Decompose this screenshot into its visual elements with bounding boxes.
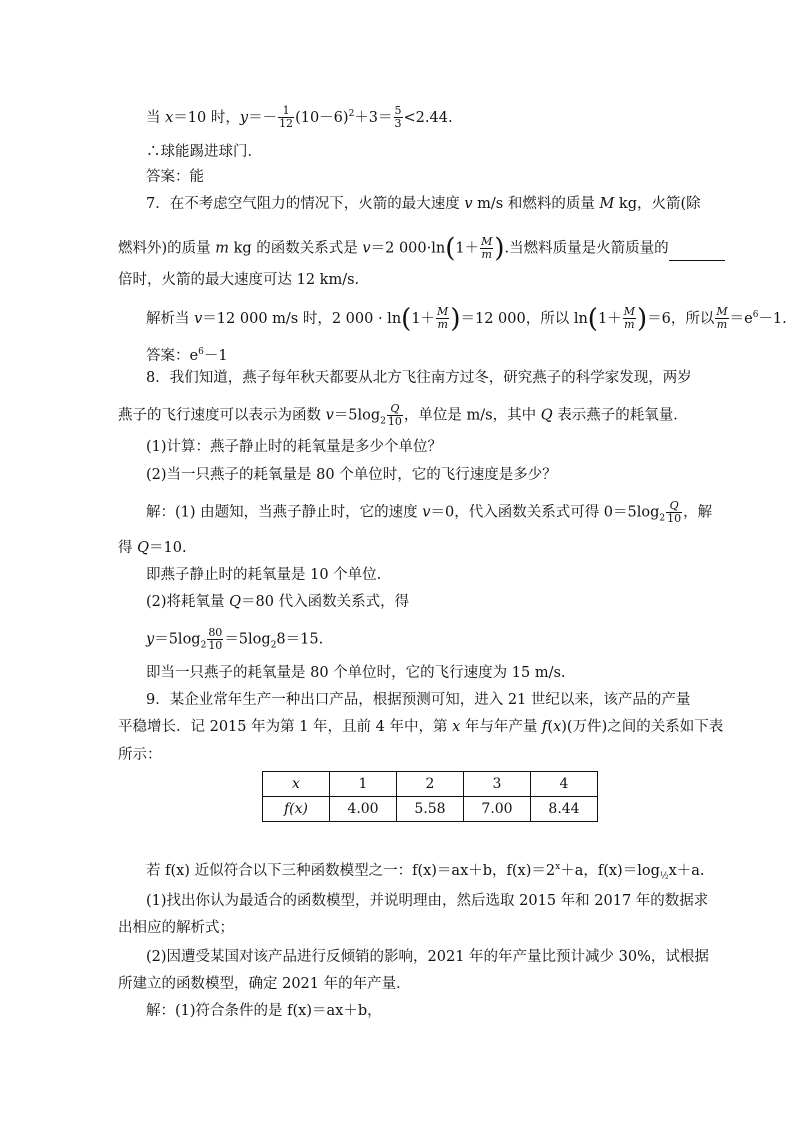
question-9-2-line2: 所建立的函数模型，确定 2021 年的年产量． [118, 976, 411, 992]
fraction-M-m-2: $\frac{M}{m}$ [437, 305, 449, 332]
question-9-2-line1: (2)因遭受某国对该产品进行反倾销的影响，2021 年的年产量比预计减少 30%，试根据 [146, 949, 709, 965]
answer-7: 答案：$e^6-1$ [146, 347, 228, 364]
fraction-80-10: $\frac{80}{10}$ [208, 626, 223, 652]
problem-9-line1: 9．某企业常年生产一种出口产品，根据预测可知，进入 21 世纪以来，该产品的产量 [146, 692, 691, 708]
question-8-1: (1)计算：燕子静止时的耗氧量是多少个单位？ [146, 439, 443, 455]
table-cell: 7.00 [464, 797, 531, 822]
question-9-1-line1: (1)找出你认为最适合的函数模型，并说明理由，然后选取 2015 年和 2017 年的数据求 [146, 893, 709, 909]
conclusion-line: ∴球能踢进球门． [146, 144, 262, 160]
solution-8-line6: 即当一只燕子的耗氧量是 80 个单位时，它的飞行速度为 15 m/s. [146, 665, 566, 681]
models-line: 若 f(x) 近似符合以下三种函数模型之一：f(x)＝ax＋b，$f(x)=2^x+a$，$f(x)=\log_{\frac{1}{2}}x+a$. [146, 862, 705, 882]
fraction-Q-10-2: $\frac{Q}{10}$ [667, 499, 682, 525]
problem-7-line1: 7．在不考虑空气阻力的情况下，火箭的最大速度 v m/s 和燃料的质量 M kg，火箭(除 [146, 196, 701, 212]
fraction-M-m: $\frac{M}{m}$ [481, 235, 493, 261]
table-cell: 1 [330, 772, 397, 797]
answer-blank [669, 246, 725, 261]
question-9-1-line2: 出相应的解析式； [118, 920, 234, 936]
table-cell: 2 [397, 772, 464, 797]
table-cell: 5.58 [397, 797, 464, 822]
solution-8-line4: (2)将耗氧量 Q＝80 代入函数关系式，得 [146, 594, 410, 610]
fraction-1-12: $\frac{1}{12}$ [279, 104, 294, 131]
table-row [263, 797, 598, 822]
solution-8-line2: 得 Q＝10. [118, 540, 187, 556]
solution-8-line3: 即燕子静止时的耗氧量是 10 个单位. [146, 567, 382, 583]
answer-6: 答案：能 [146, 169, 204, 185]
fraction-5-3: $\frac{5}{3}$ [394, 104, 402, 131]
problem-7-line2: 燃料外)的质量 m kg 的函数关系式是 v＝2 000·ln(1＋ $\frac{M}{m}$ ).当燃料质量是火箭质量的 [118, 236, 725, 261]
problem-8-line2: 燕子的飞行速度可以表示为函数 $v=5\log_2$ $\frac{Q}{10}$ ，单位是 m/s，其中 Q 表示燕子的耗氧量． [118, 402, 688, 428]
table-cell: 4 [531, 772, 598, 797]
table-cell: f(x) [263, 797, 330, 822]
table-row [263, 772, 598, 797]
problem-7-line3: 倍时，火箭的最大速度可达 12 km/s. [118, 272, 360, 288]
problem-8-line1: 8．我们知道，燕子每年秋天都要从北方飞往南方过冬，研究燕子的科学家发现，两岁 [146, 370, 692, 386]
data-table [262, 771, 598, 822]
solution-8-line1: 解：(1) 由题知，当燕子静止时，它的速度 v＝0，代入函数关系式可得 $0=5\log_2$ $\frac{Q}{10}$ ，解 [146, 499, 713, 525]
fraction-M-m-4: $\frac{M}{m}$ [716, 305, 728, 332]
fraction-Q-10: $\frac{Q}{10}$ [387, 402, 402, 428]
solution-7: 解析当 v＝12 000 m/s 时，2 000 · ln(1＋ $\frac{M}{m}$ )＝12 000，所以 ln(1＋ $\frac{M}{m}$ )＝6，所以 $\frac{M}{m}$ $=e^6-1$. [146, 303, 787, 334]
problem-9-line3: 所示： [118, 747, 162, 763]
table-cell: x [263, 772, 330, 797]
question-8-2: (2)当一只燕子的耗氧量是 80 个单位时，它的飞行速度是多少？ [146, 467, 557, 483]
table-cell: 3 [464, 772, 531, 797]
calc-line: 当 x＝10 时，y＝－ $\frac{1}{12}$ $(10-6)^2+3=$ $\frac{5}{3}$ <2.44. [146, 104, 453, 131]
solution-8-line5: $y=5\log_2$ $\frac{80}{10}$ $=5\log_28=15$. [146, 626, 324, 652]
table-cell: 4.00 [330, 797, 397, 822]
table-cell: 8.44 [531, 797, 598, 822]
problem-9-line2: 平稳增长．记 2015 年为第 1 年，且前 4 年中，第 x 年与年产量 f(x)(万件)之间的关系如下表 [118, 719, 724, 735]
solution-9: 解：(1)符合条件的是 f(x)＝ax＋b， [146, 1003, 382, 1019]
fraction-M-m-3: $\frac{M}{m}$ [623, 305, 635, 332]
